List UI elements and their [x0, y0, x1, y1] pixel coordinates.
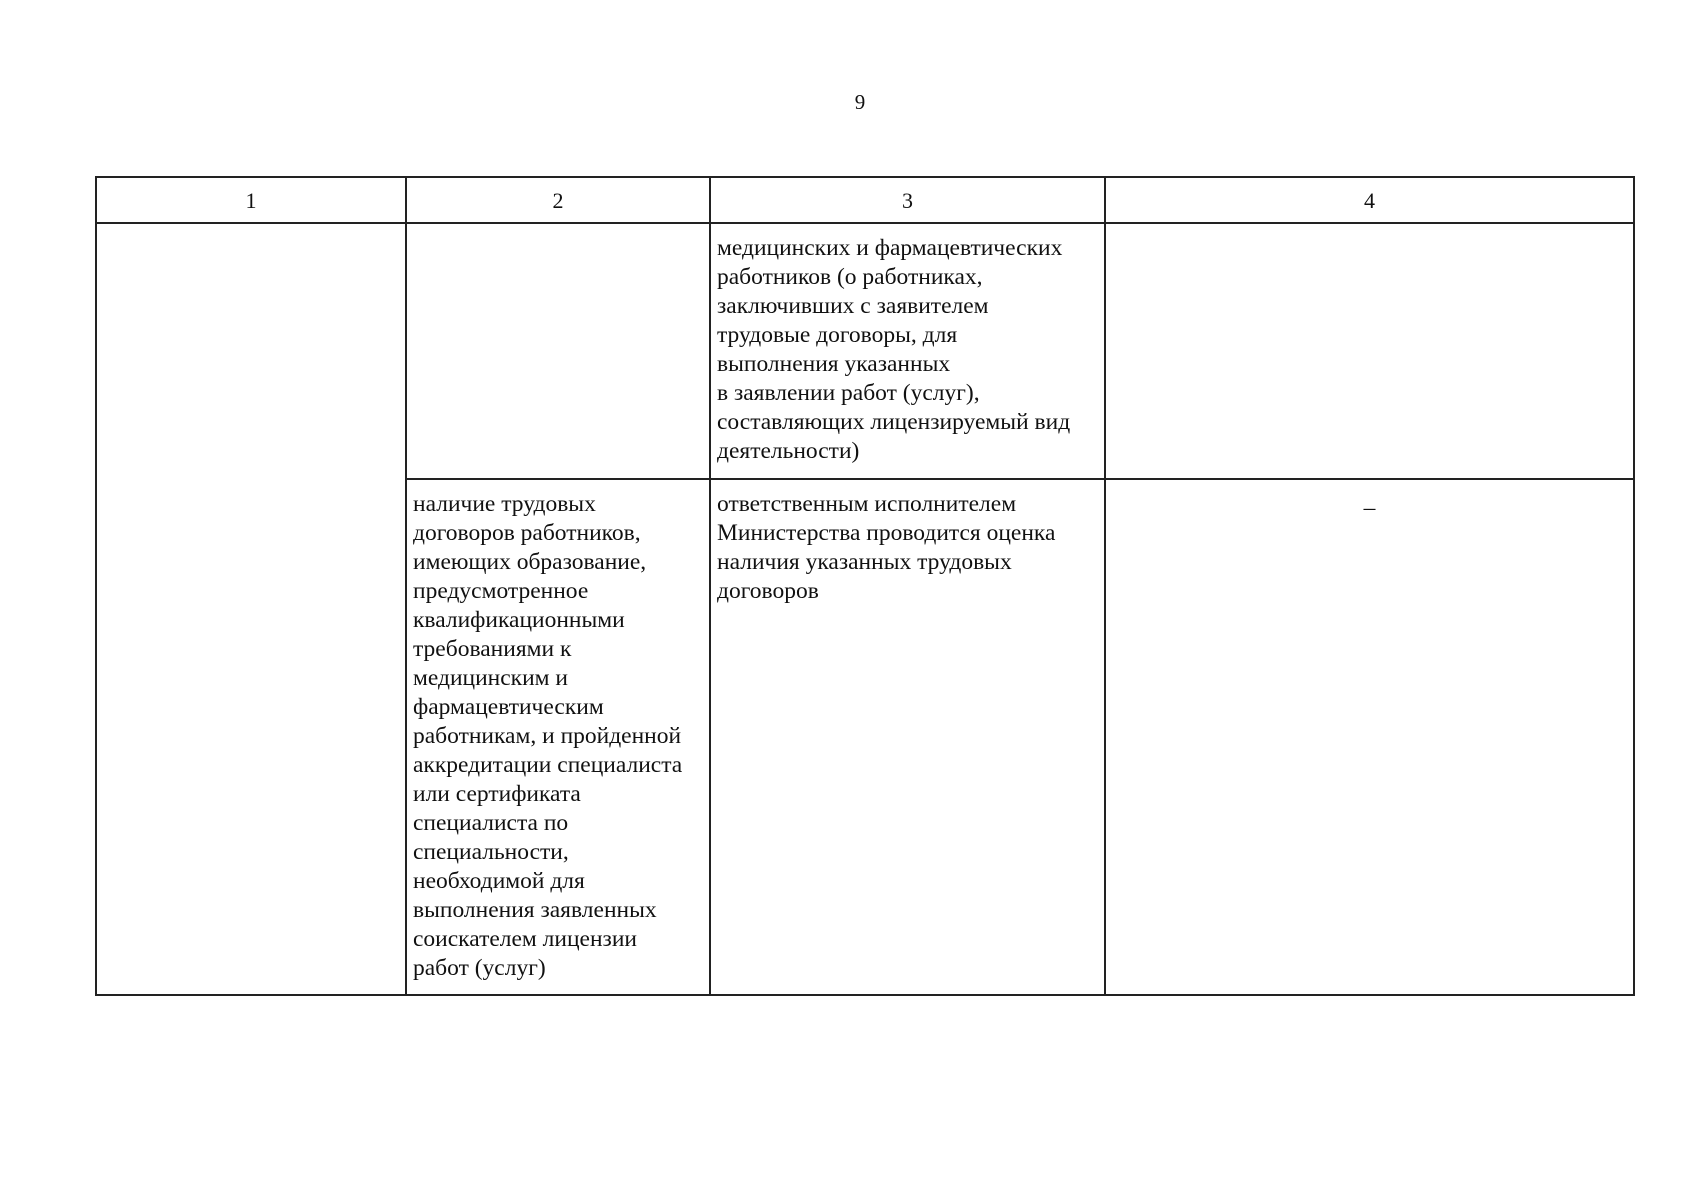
table-cell-col4	[1105, 223, 1634, 479]
table-header-row	[96, 177, 1634, 223]
dash-value: –	[1363, 495, 1376, 521]
table-cell-col2	[406, 223, 710, 479]
column-header-4: 4	[1105, 177, 1634, 223]
cell-text: ответственным исполнителем Министерства проводится оценка наличия указанных трудовых договоров	[717, 491, 1056, 604]
column-header-3: 3	[710, 177, 1105, 223]
table-cell-col1	[96, 223, 406, 995]
column-header-2: 2	[406, 177, 710, 223]
page-number: 9	[854, 90, 866, 114]
table-cell-col3	[710, 223, 1105, 479]
cell-text: наличие трудовых договоров работников, имеющих образование, предусмотренное квалификационными требованиями к медицинским и фармацевтическим работникам, и пройденной аккредитации специалиста или сертификата специалиста по специальности, необходимой для выполнения заявленных соискателем лицензии работ (услуг)	[413, 491, 683, 981]
cell-text: медицинских и фармацевтических работников (о работниках, заключивших с заявителем трудовые договоры, для выполнения указанных в заявлении работ (услуг), составляющих лицензируемый вид деятельности)	[717, 235, 1071, 464]
table-row	[96, 223, 1634, 479]
requirements-table	[95, 176, 1635, 996]
table-cell-col2	[406, 479, 710, 995]
table-cell-col4	[1105, 479, 1634, 995]
table-cell-col3	[710, 479, 1105, 995]
column-header-1: 1	[96, 177, 406, 223]
